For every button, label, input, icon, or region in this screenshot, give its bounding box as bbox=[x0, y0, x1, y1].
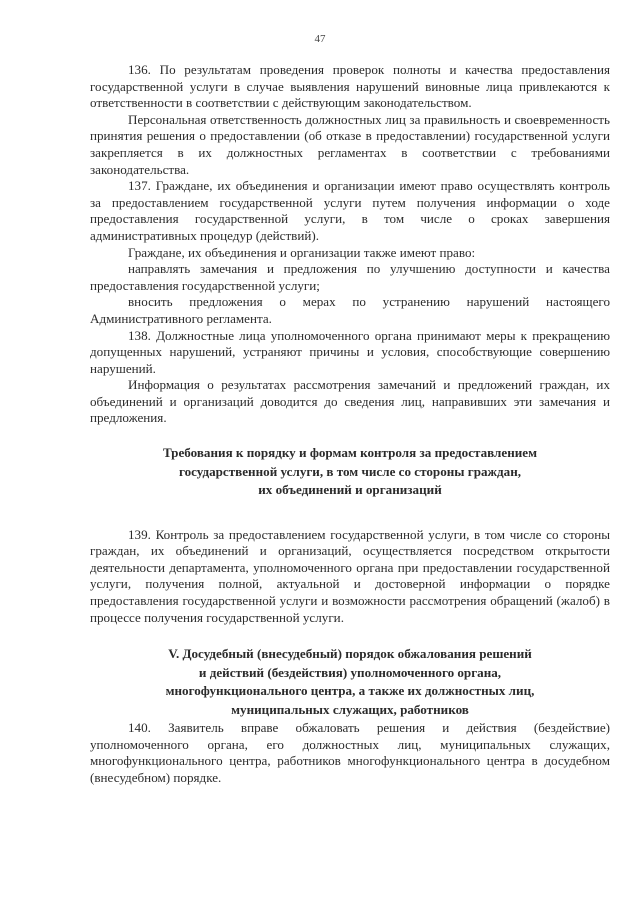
paragraph-review-results: Информация о результатах рассмотрения замечаний и предложений граждан, их объединений и организаций доводится до сведения лиц, направивших эти замечания и предложения. bbox=[90, 377, 610, 426]
document-body bbox=[90, 62, 610, 787]
paragraph-submit-proposals: вносить предложения о мерах по устранению нарушений настоящего Административного регламента. bbox=[90, 294, 610, 326]
paragraph-140: 140. Заявитель вправе обжаловать решения и действия (бездействие) уполномоченного органа, его должностных лиц, муниципальных служащих, многофункционального центра, работников многофункционального центра в досудебном (внесудебном) порядке. bbox=[90, 720, 610, 785]
heading-line: многофункционального центра, а также их должностных лиц, bbox=[165, 683, 535, 699]
heading-line: государственной услуги, в том числе со стороны граждан, bbox=[178, 463, 522, 479]
paragraph-personal-responsibility: Персональная ответственность должностных лиц за правильность и своевременность принятия решения о предоставлении (об отказе в предоставлении) государственной услуги закрепляется в их должностных регламентах в соответствии с требованиями законодательства. bbox=[90, 111, 610, 177]
heading-line: и действий (бездействия) уполномоченного органа, bbox=[198, 664, 502, 680]
paragraph-136: 136. По результатам проведения проверок полноты и качества предоставления государственной услуги в случае выявления нарушений виновные лица привлекаются к ответственности в соответствии с действующим законодательством. bbox=[90, 62, 610, 111]
section-heading-appeal bbox=[90, 645, 610, 719]
paragraph-139: 139. Контроль за предоставлением государственной услуги, в том числе со стороны граждан, их объединений и организаций, осуществляется посредством открытости деятельности департамента, уполномоченного органа при предоставлении государственной услуги, получения полной, актуальной и достоверной информации о порядке предоставления государственной услуги и возможности рассмотрения обращений (жалоб) в процессе получения государственной услуги. bbox=[90, 526, 610, 625]
paragraph-137: 137. Граждане, их объединения и организации имеют право осуществлять контроль за предоставлением государственной услуги путем получения информации о ходе предоставления государственной услуги, в том числе о сроках завершения административных процедур (действий). bbox=[90, 178, 610, 243]
paragraph-citizens-rights: Граждане, их объединения и организации также имеют право: bbox=[128, 244, 476, 260]
paragraph-138: 138. Должностные лица уполномоченного органа принимают меры к прекращению допущенных нарушений, устраняют причины и условия, способствующие совершению нарушений. bbox=[90, 327, 610, 376]
page-number: 47 bbox=[314, 33, 326, 45]
heading-line: V. Досудебный (внесудебный) порядок обжалования решений bbox=[168, 646, 532, 662]
heading-line: Требования к порядку и формам контроля за предоставлением bbox=[162, 445, 538, 461]
heading-line: их объединений и организаций bbox=[258, 482, 442, 498]
heading-line: муниципальных служащих, работников bbox=[231, 701, 469, 717]
section-heading-control bbox=[90, 444, 610, 500]
paragraph-send-remarks: направлять замечания и предложения по улучшению доступности и качества предоставления государственной услуги; bbox=[90, 261, 610, 293]
